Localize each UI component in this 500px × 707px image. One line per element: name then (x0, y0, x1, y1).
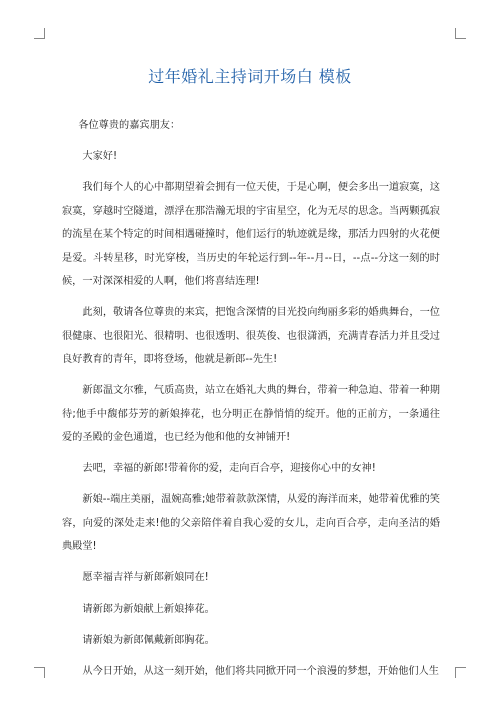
crop-mark-top-right (455, 28, 466, 39)
paragraph: 从今日开始，从这一刻开始，他们将共同掀开同一个浪漫的梦想，开始他们人生 (82, 666, 439, 678)
paragraph-hello: 大家好! (82, 151, 118, 163)
paragraph: 此刻，敬请各位尊贵的来宾，把饱含深情的目光投向绚丽多彩的婚典舞台，一位很健康、也很阳光、很精明、也很透明、很英俊、也很潇洒，充满青春活力并且受过良好教育的青年，即将登场，他就是新郎--先生! (62, 307, 440, 366)
paragraph: 新郎温文尔雅，气质高贵，站立在婚礼大典的舞台，带着一种急迫、带着一种期待;他手中馥郁芬芳的新娘捧花，也分明正在静悄悄的绽开。他的正前方，一条通往爱的圣殿的金色通道，也已经为他和他的女神铺开! (62, 385, 440, 444)
paragraph: 我们每个人的心中都期望着会拥有一位天使，于是心啊，便会多出一道寂寞，这寂寞，穿越时空隧道，漂浮在那浩瀚无垠的宇宙星空，化为无尽的思念。当两颗孤寂的流星在某个特定的时间相遇碰撞时，他们运行的轨迹就是缘，那活力四射的火花便是爱。斗转星移，时光穿梭，当历史的年轮运行到--年--月--日，--点--分这一刻的时候，一对深深相爱的人啊，他们将喜结连理! (62, 182, 440, 288)
paragraph: 愿幸福吉祥与新郎新娘同在! (82, 572, 209, 584)
document-body (62, 114, 440, 691)
paragraph: 请新郎为新娘献上新娘捧花。 (82, 603, 215, 615)
paragraph-greeting: 各位尊贵的嘉宾朋友： (78, 120, 181, 131)
paragraph: 新娘--端庄美丽，温婉高雅;她带着款款深情，从爱的海洋而来，她带着优雅的笑容，向爱的深处走来!他的父亲陪伴着自我心爱的女儿，走向百合亭，走向圣洁的婚典殿堂! (62, 494, 440, 553)
crop-mark-bottom-left (34, 667, 45, 678)
crop-mark-top-left (34, 28, 45, 39)
crop-mark-bottom-right (455, 667, 466, 678)
paragraph: 请新娘为新郎佩戴新郎胸花。 (82, 634, 215, 646)
document-title: 过年婚礼主持词开场白 模板 (148, 67, 352, 86)
paragraph: 去吧，幸福的新郎!带着你的爱，走向百合亭，迎接你心中的女神! (82, 463, 376, 475)
